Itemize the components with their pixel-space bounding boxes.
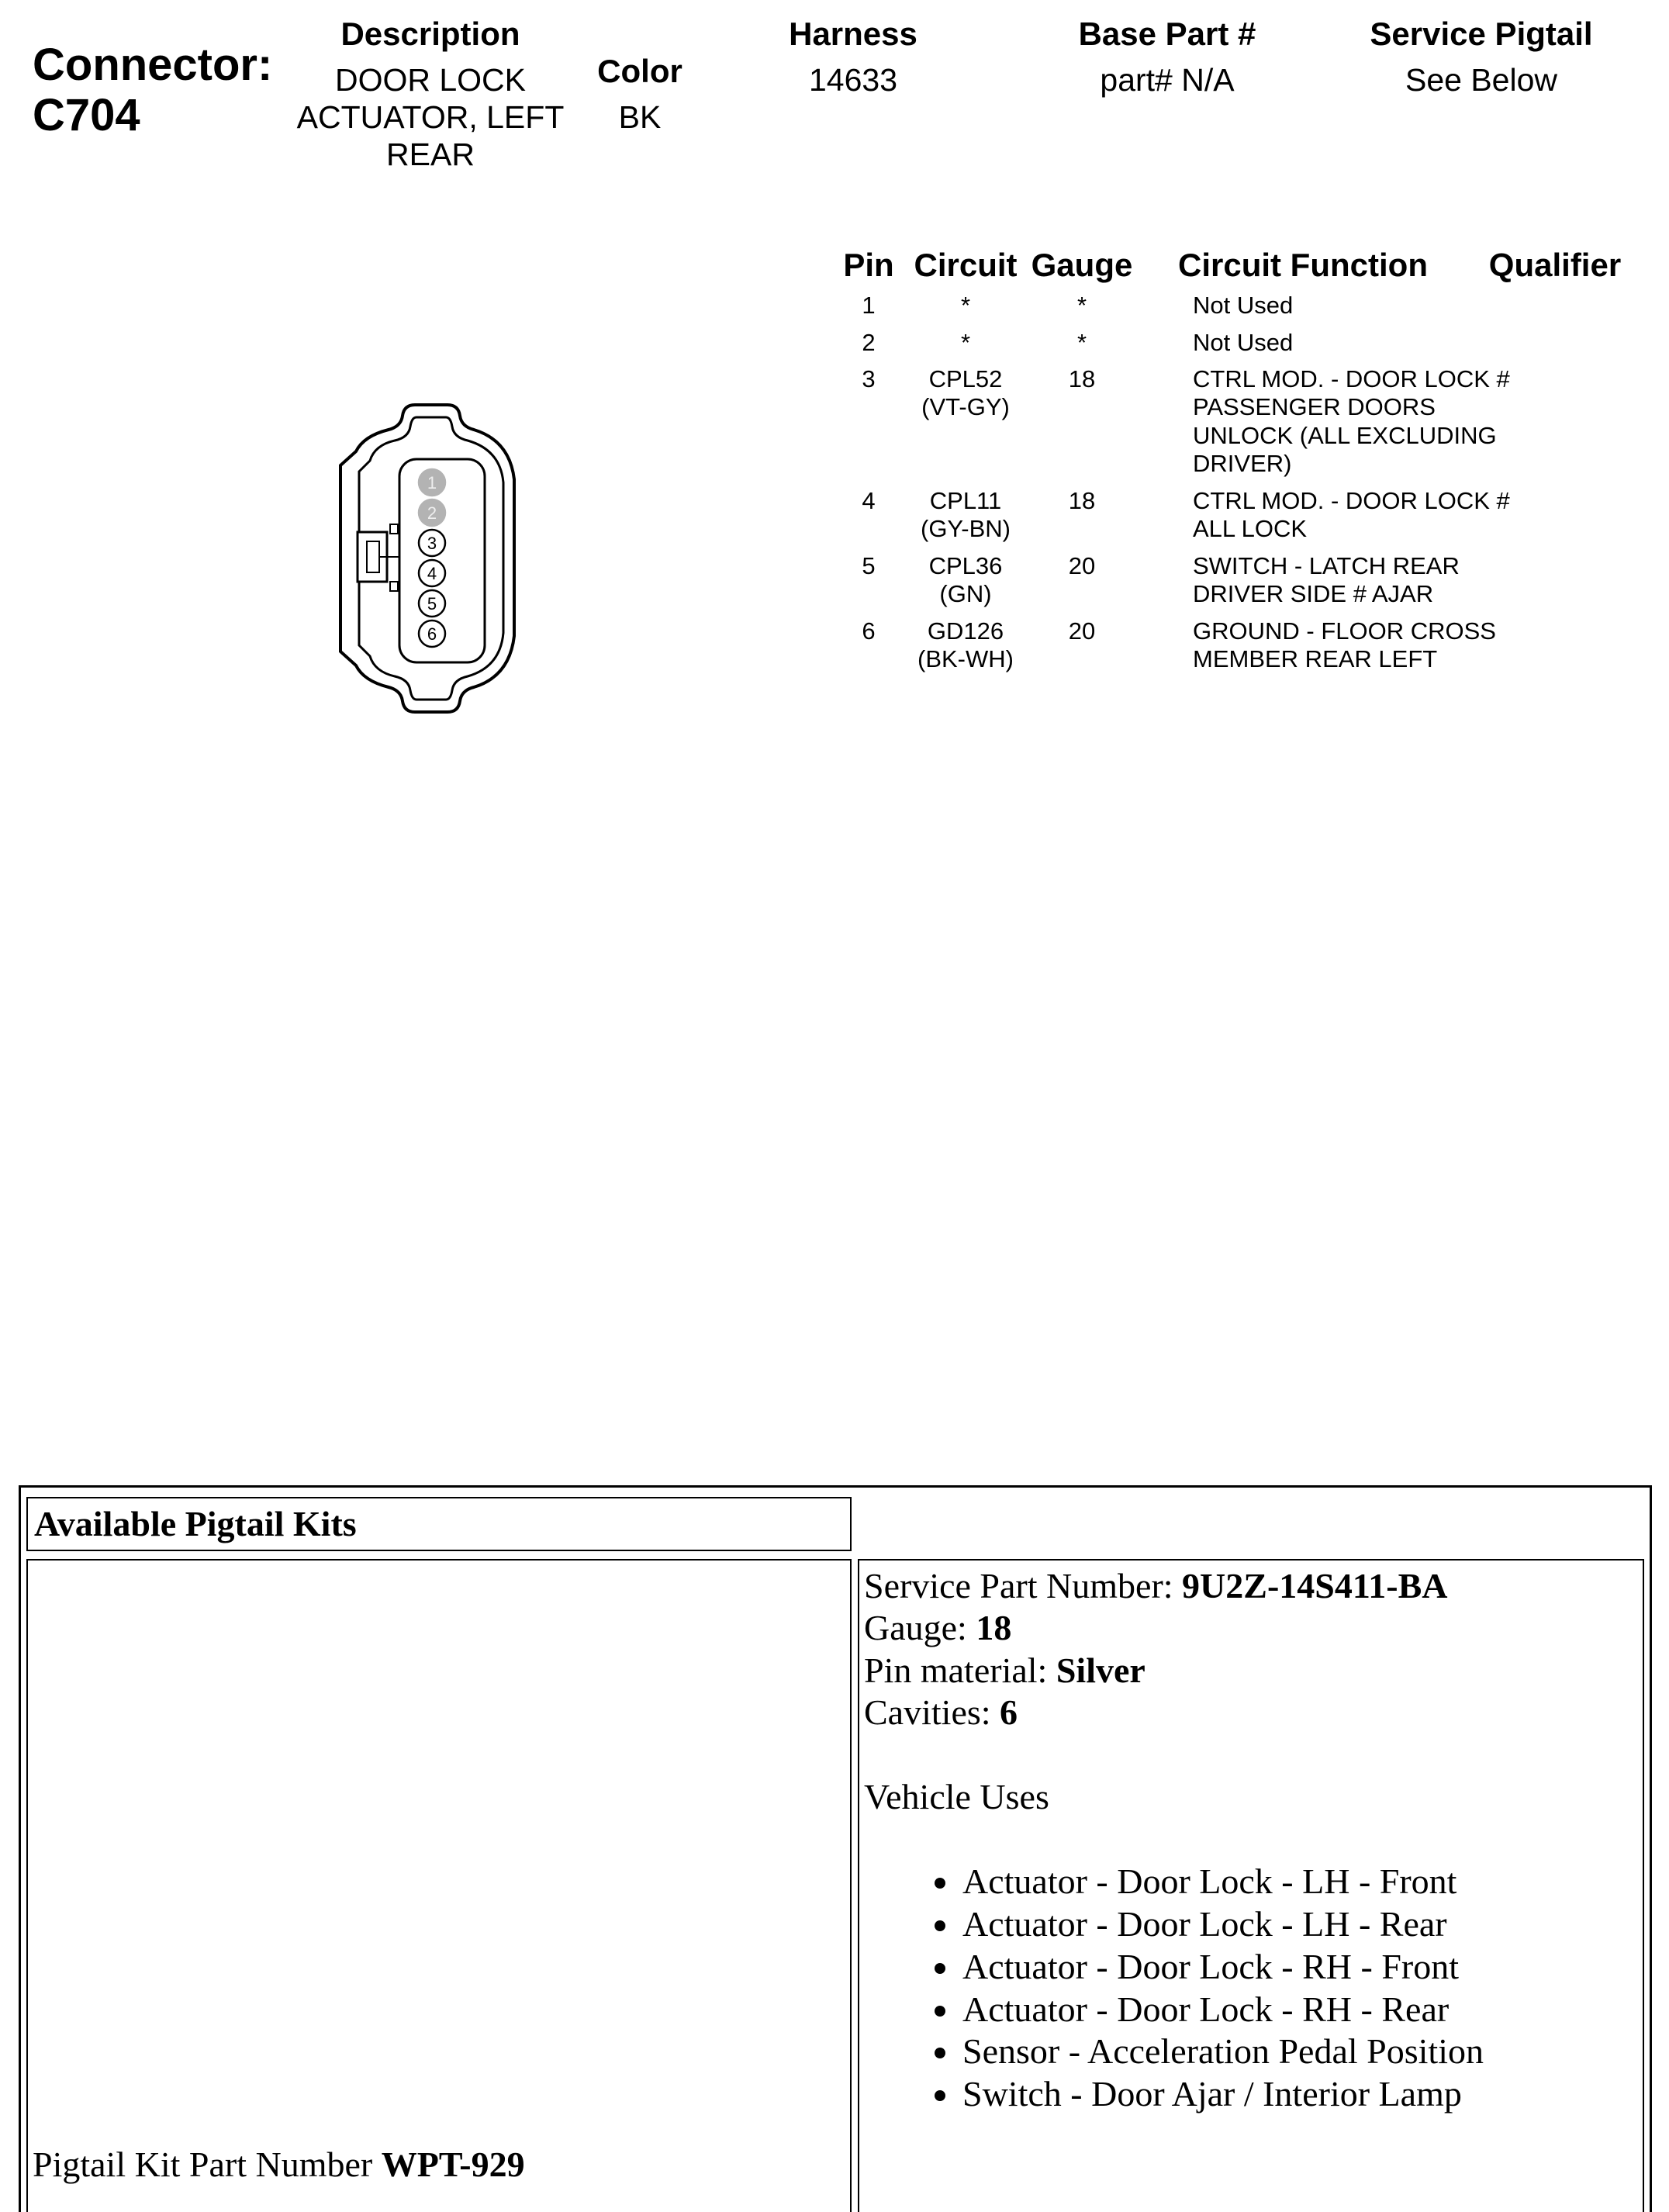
connector-pin-number: 4 <box>427 564 437 583</box>
cell-line: 6 <box>862 617 876 645</box>
pin-row-gauge-cell <box>1024 292 1140 320</box>
cavities-value: 6 <box>1000 1692 1018 1732</box>
circuit-function-header: Circuit Function <box>1178 247 1428 283</box>
gauge-label: Gauge: <box>864 1608 976 1648</box>
pin-row-circuit-cell <box>907 552 1024 609</box>
vehicle-use-item: • Actuator - Door Lock - LH - Rear <box>961 1903 1640 1946</box>
pin-row-pin-cell <box>830 292 907 320</box>
pin-row-function-cell <box>1193 617 1534 674</box>
connector-pin-number: 5 <box>427 594 437 613</box>
pin-row-circuit-cell <box>907 617 1024 674</box>
cell-line: MEMBER REAR LEFT <box>1193 645 1438 673</box>
cell-line: GD126 <box>927 617 1004 645</box>
color-value: BK <box>618 99 662 135</box>
pin-row-pin-cell <box>830 329 907 357</box>
circuit-header: Circuit <box>914 247 1018 283</box>
pin-table <box>830 247 1652 681</box>
service-pigtail-header: Service Pigtail <box>1370 16 1593 52</box>
connector-face-diagram <box>330 396 531 721</box>
pin-row-pin-cell <box>830 617 907 645</box>
cell-line: 2 <box>862 328 876 356</box>
connector-pin-number: 2 <box>427 503 437 523</box>
cell-line: * <box>1076 328 1087 356</box>
pigtail-left-cell <box>26 1559 852 2212</box>
description-line: REAR <box>386 136 475 172</box>
qualifier-header: Qualifier <box>1488 247 1622 283</box>
connector-pin-number: 1 <box>427 473 437 493</box>
cell-line: Not Used <box>1193 328 1294 356</box>
cell-line: CTRL MOD. - DOOR LOCK # <box>1193 365 1510 392</box>
pin-row-pin-cell <box>830 365 907 393</box>
pigtail-title: Available Pigtail Kits <box>34 1504 357 1543</box>
connector-id: C704 <box>33 89 140 140</box>
vehicle-use-item: • Actuator - Door Lock - RH - Front <box>961 1946 1640 1989</box>
harness-value: 14633 <box>808 62 897 98</box>
kit-part-number <box>33 2144 525 2186</box>
cell-line: CPL11 <box>929 487 1002 514</box>
description-line: ACTUATOR, LEFT <box>296 99 565 135</box>
pin-row-gauge-cell <box>1024 617 1140 645</box>
pin-row-function-cell <box>1193 365 1534 478</box>
vehicle-use-item: • Actuator - Door Lock - LH - Front <box>961 1861 1640 1903</box>
cavities-line <box>864 1692 1640 1733</box>
cell-line: (GY-BN) <box>921 515 1011 543</box>
pin-material-value: Silver <box>1056 1650 1145 1690</box>
pin-row-pin-cell <box>830 487 907 515</box>
vehicle-uses-label: Vehicle Uses <box>864 1777 1049 1817</box>
pigtail-right-cell <box>858 1559 1644 2212</box>
cell-line: CPL52 <box>928 365 1003 392</box>
pin-row-pin-cell <box>830 552 907 580</box>
vehicle-use-item: • Actuator - Door Lock - RH - Rear <box>961 1989 1640 2031</box>
description-line: DOOR LOCK <box>334 62 527 98</box>
pin-header: Pin <box>843 247 894 283</box>
connector-title <box>33 40 272 141</box>
cell-line: * <box>960 292 971 319</box>
pin-row-function-cell <box>1193 487 1534 544</box>
gauge-header: Gauge <box>1031 247 1133 283</box>
service-part-details <box>864 1565 1640 2116</box>
base-part-header: Base Part # <box>1078 16 1256 52</box>
pin-row-gauge-cell <box>1024 365 1140 393</box>
cell-line: CTRL MOD. - DOOR LOCK # <box>1193 487 1510 514</box>
cell-line: ALL LOCK <box>1193 515 1308 543</box>
pin-row-circuit-cell <box>907 365 1024 422</box>
service-part-number <box>864 1565 1640 1607</box>
pin-row-gauge-cell <box>1024 487 1140 515</box>
service-pigtail-value: See Below <box>1405 62 1557 98</box>
pin-material-label: Pin material: <box>864 1650 1056 1690</box>
cell-line: (VT-GY) <box>921 393 1010 421</box>
cell-line: 3 <box>862 365 876 392</box>
pin-row-circuit-cell <box>907 292 1024 320</box>
pin-row-circuit-cell <box>907 487 1024 544</box>
pin-row-circuit-cell <box>907 329 1024 357</box>
service-part-label: Service Part Number: <box>864 1566 1183 1605</box>
cell-line: 1 <box>862 292 876 319</box>
cell-line: (BK-WH) <box>917 645 1014 673</box>
cell-line: Not Used <box>1193 292 1294 319</box>
cell-line: (GN) <box>939 580 992 608</box>
gauge-value: 18 <box>976 1608 1012 1648</box>
pin-row-function-cell <box>1193 329 1534 357</box>
service-part-value: 9U2Z-14S411-BA <box>1182 1566 1448 1605</box>
cell-line: CPL36 <box>928 552 1003 579</box>
cell-line: 5 <box>862 552 876 579</box>
vehicle-use-item: • Switch - Door Ajar / Interior Lamp <box>961 2073 1640 2116</box>
cell-line: 4 <box>862 487 876 514</box>
harness-header: Harness <box>789 16 917 52</box>
vehicle-uses-list <box>864 1861 1640 2115</box>
cell-line: * <box>960 328 971 356</box>
pin-row-function-cell <box>1193 552 1534 609</box>
connector-label: Connector: <box>33 40 273 90</box>
cell-line: DRIVER) <box>1193 449 1292 477</box>
cell-line: UNLOCK (ALL EXCLUDING <box>1193 421 1497 449</box>
cell-line: * <box>1076 292 1087 319</box>
connector-pin-number: 3 <box>427 534 437 553</box>
color-header: Color <box>597 53 682 89</box>
pin-row-gauge-cell <box>1024 329 1140 357</box>
pin-row-function-cell <box>1193 292 1534 320</box>
cell-line: DRIVER SIDE # AJAR <box>1193 580 1434 608</box>
pin-row-gauge-cell <box>1024 552 1140 580</box>
cell-line: 20 <box>1068 617 1096 645</box>
vehicle-use-item: • Sensor - Acceleration Pedal Position <box>961 2031 1640 2073</box>
cell-line: 18 <box>1068 365 1096 392</box>
description-header: Description <box>340 16 520 52</box>
connector-pin-number: 6 <box>427 624 437 644</box>
cell-line: 20 <box>1068 552 1096 579</box>
cell-line: 18 <box>1068 487 1096 514</box>
description-value <box>275 62 586 174</box>
gauge-line <box>864 1607 1640 1649</box>
base-part-value: part# N/A <box>1100 62 1235 98</box>
cell-line: PASSENGER DOORS <box>1193 393 1436 421</box>
pin-material-line <box>864 1650 1640 1692</box>
cell-line: SWITCH - LATCH REAR <box>1193 552 1460 579</box>
cell-line: GROUND - FLOOR CROSS <box>1193 617 1496 645</box>
kit-part-value: WPT-929 <box>381 2145 525 2184</box>
pigtail-title-cell <box>26 1497 852 1551</box>
cavities-label: Cavities: <box>864 1692 1000 1732</box>
kit-part-label: Pigtail Kit Part Number <box>33 2145 382 2184</box>
